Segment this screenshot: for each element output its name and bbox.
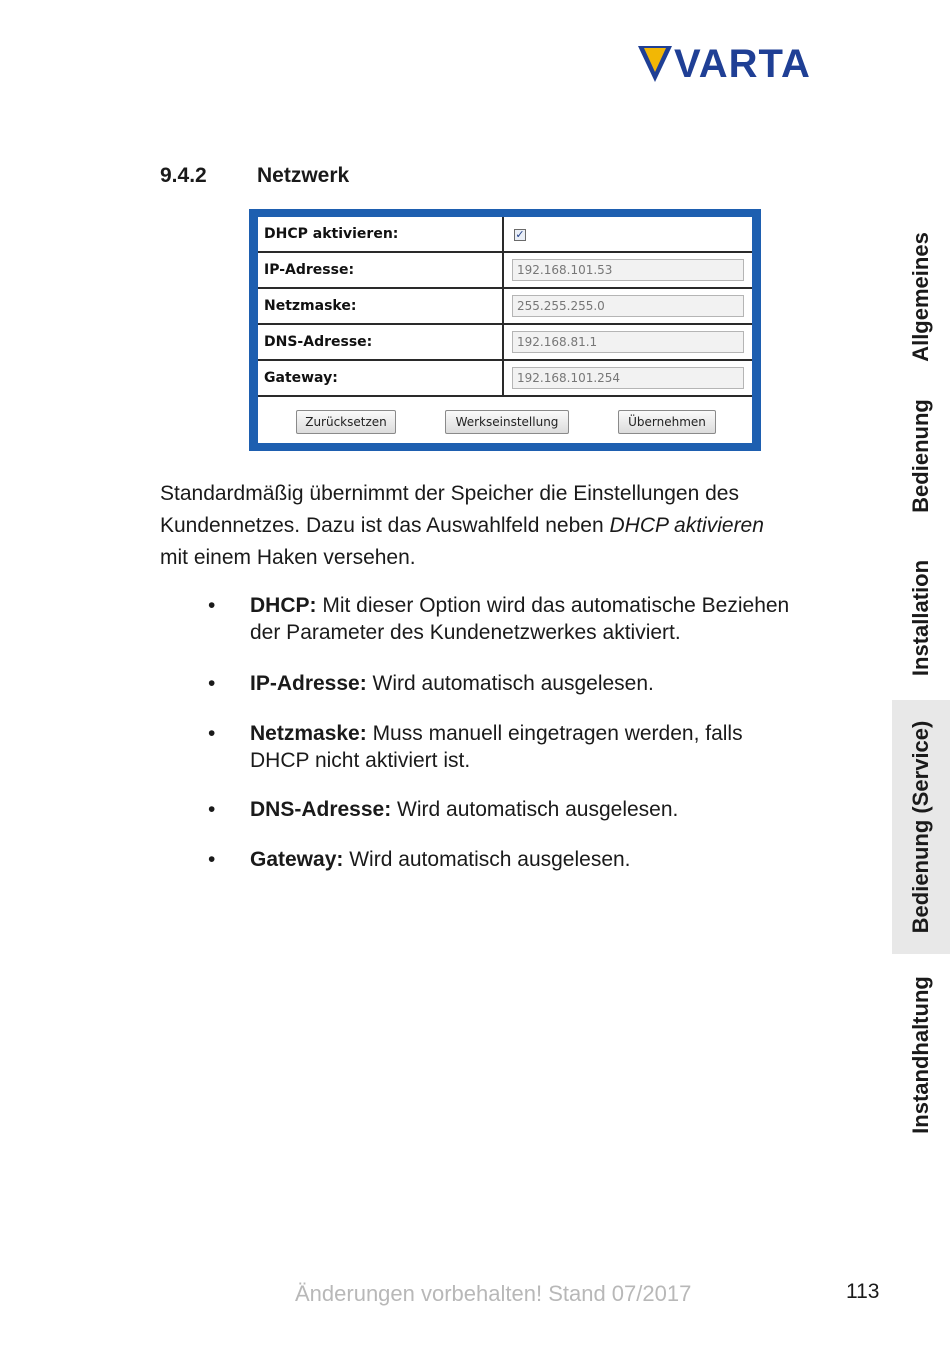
dhcp-label: DHCP aktivieren: [264, 226, 399, 242]
list-item-text: Muss manuell eingetragen werden, falls [366, 722, 743, 745]
gateway-field[interactable]: 192.168.101.254 [512, 367, 744, 389]
row-netmask [258, 289, 752, 325]
tab-instandhaltung[interactable] [892, 966, 950, 1144]
row-ip-address [258, 253, 752, 289]
list-item-text: Mit dieser Option wird das automatische Beziehen [316, 594, 790, 617]
tab-installation[interactable] [892, 548, 950, 688]
list-item-text: der Parameter des Kundenetzwerkes aktiviert. [250, 621, 681, 644]
list-item-term: DHCP: [250, 594, 317, 617]
list-item-text: Wird automatisch ausgelesen. [366, 672, 654, 695]
intro-line-2 [160, 510, 840, 542]
row-divider [502, 289, 504, 323]
row-divider [502, 361, 504, 395]
gateway-label: Gateway: [264, 370, 338, 386]
row-divider [502, 253, 504, 287]
tab-bedienung-service[interactable] [892, 700, 950, 954]
list-item-term: Gateway: [250, 848, 344, 871]
tab-allgemeines[interactable] [892, 222, 950, 372]
tab-label: Bedienung (Service) [908, 720, 933, 934]
intro-line-2-text: Kundennetzes. Dazu ist das Auswahlfeld neben [160, 514, 610, 537]
dns-address-label: DNS-Adresse: [264, 334, 373, 350]
intro-paragraph [160, 478, 840, 574]
intro-dhcp-emphasis: DHCP aktivieren [609, 514, 764, 537]
tab-label: Instandhaltung [908, 976, 933, 1134]
bullet-dot: • [208, 594, 216, 617]
reset-button[interactable]: Zurücksetzen [296, 410, 396, 434]
bullet-dot: • [208, 672, 216, 695]
intro-line-3: mit einem Haken versehen. [160, 546, 416, 569]
section-title: Netzwerk [257, 164, 350, 187]
varta-v-mark-icon [638, 46, 672, 82]
bullet-dot: • [208, 848, 216, 871]
ip-address-field[interactable]: 192.168.101.53 [512, 259, 744, 281]
bullet-dot: • [208, 798, 216, 821]
varta-wordmark: VARTA [674, 42, 811, 86]
bullet-dot: • [208, 722, 216, 745]
tab-label: Installation [908, 559, 933, 677]
page-number: 113 [846, 1280, 880, 1303]
list-item-text: DHCP nicht aktiviert ist. [250, 749, 471, 772]
apply-button[interactable]: Übernehmen [618, 410, 716, 434]
dns-address-field[interactable]: 192.168.81.1 [512, 331, 744, 353]
row-dns-address [258, 325, 752, 361]
dhcp-checkbox[interactable]: ✓ [515, 228, 525, 241]
tab-label: Allgemeines [908, 232, 933, 362]
netmask-field[interactable]: 255.255.255.0 [512, 295, 744, 317]
tab-label: Bedienung [908, 399, 933, 513]
intro-line-1: Standardmäßig übernimmt der Speicher die Einstellungen des [160, 482, 739, 505]
section-number: 9.4.2 [160, 164, 207, 187]
netmask-label: Netzmaske: [264, 298, 357, 314]
row-dhcp [258, 217, 752, 253]
list-item-text: Wird automatisch ausgelesen. [391, 798, 679, 821]
list-item-term: DNS-Adresse: [250, 798, 392, 821]
row-divider [502, 217, 504, 251]
network-settings-screenshot [249, 209, 761, 451]
footer-note: Änderungen vorbehalten! Stand 07/2017 [295, 1281, 692, 1306]
row-divider [502, 325, 504, 359]
list-item-term: IP-Adresse: [250, 672, 367, 695]
varta-logo [638, 42, 842, 86]
ip-address-label: IP-Adresse: [264, 262, 355, 278]
list-item-text: Wird automatisch ausgelesen. [343, 848, 631, 871]
list-item-term: Netzmaske: [250, 722, 367, 745]
network-settings-form [258, 217, 752, 443]
tab-bedienung[interactable] [892, 388, 950, 524]
factory-settings-button[interactable]: Werkseinstellung [445, 410, 569, 434]
row-gateway [258, 361, 752, 397]
